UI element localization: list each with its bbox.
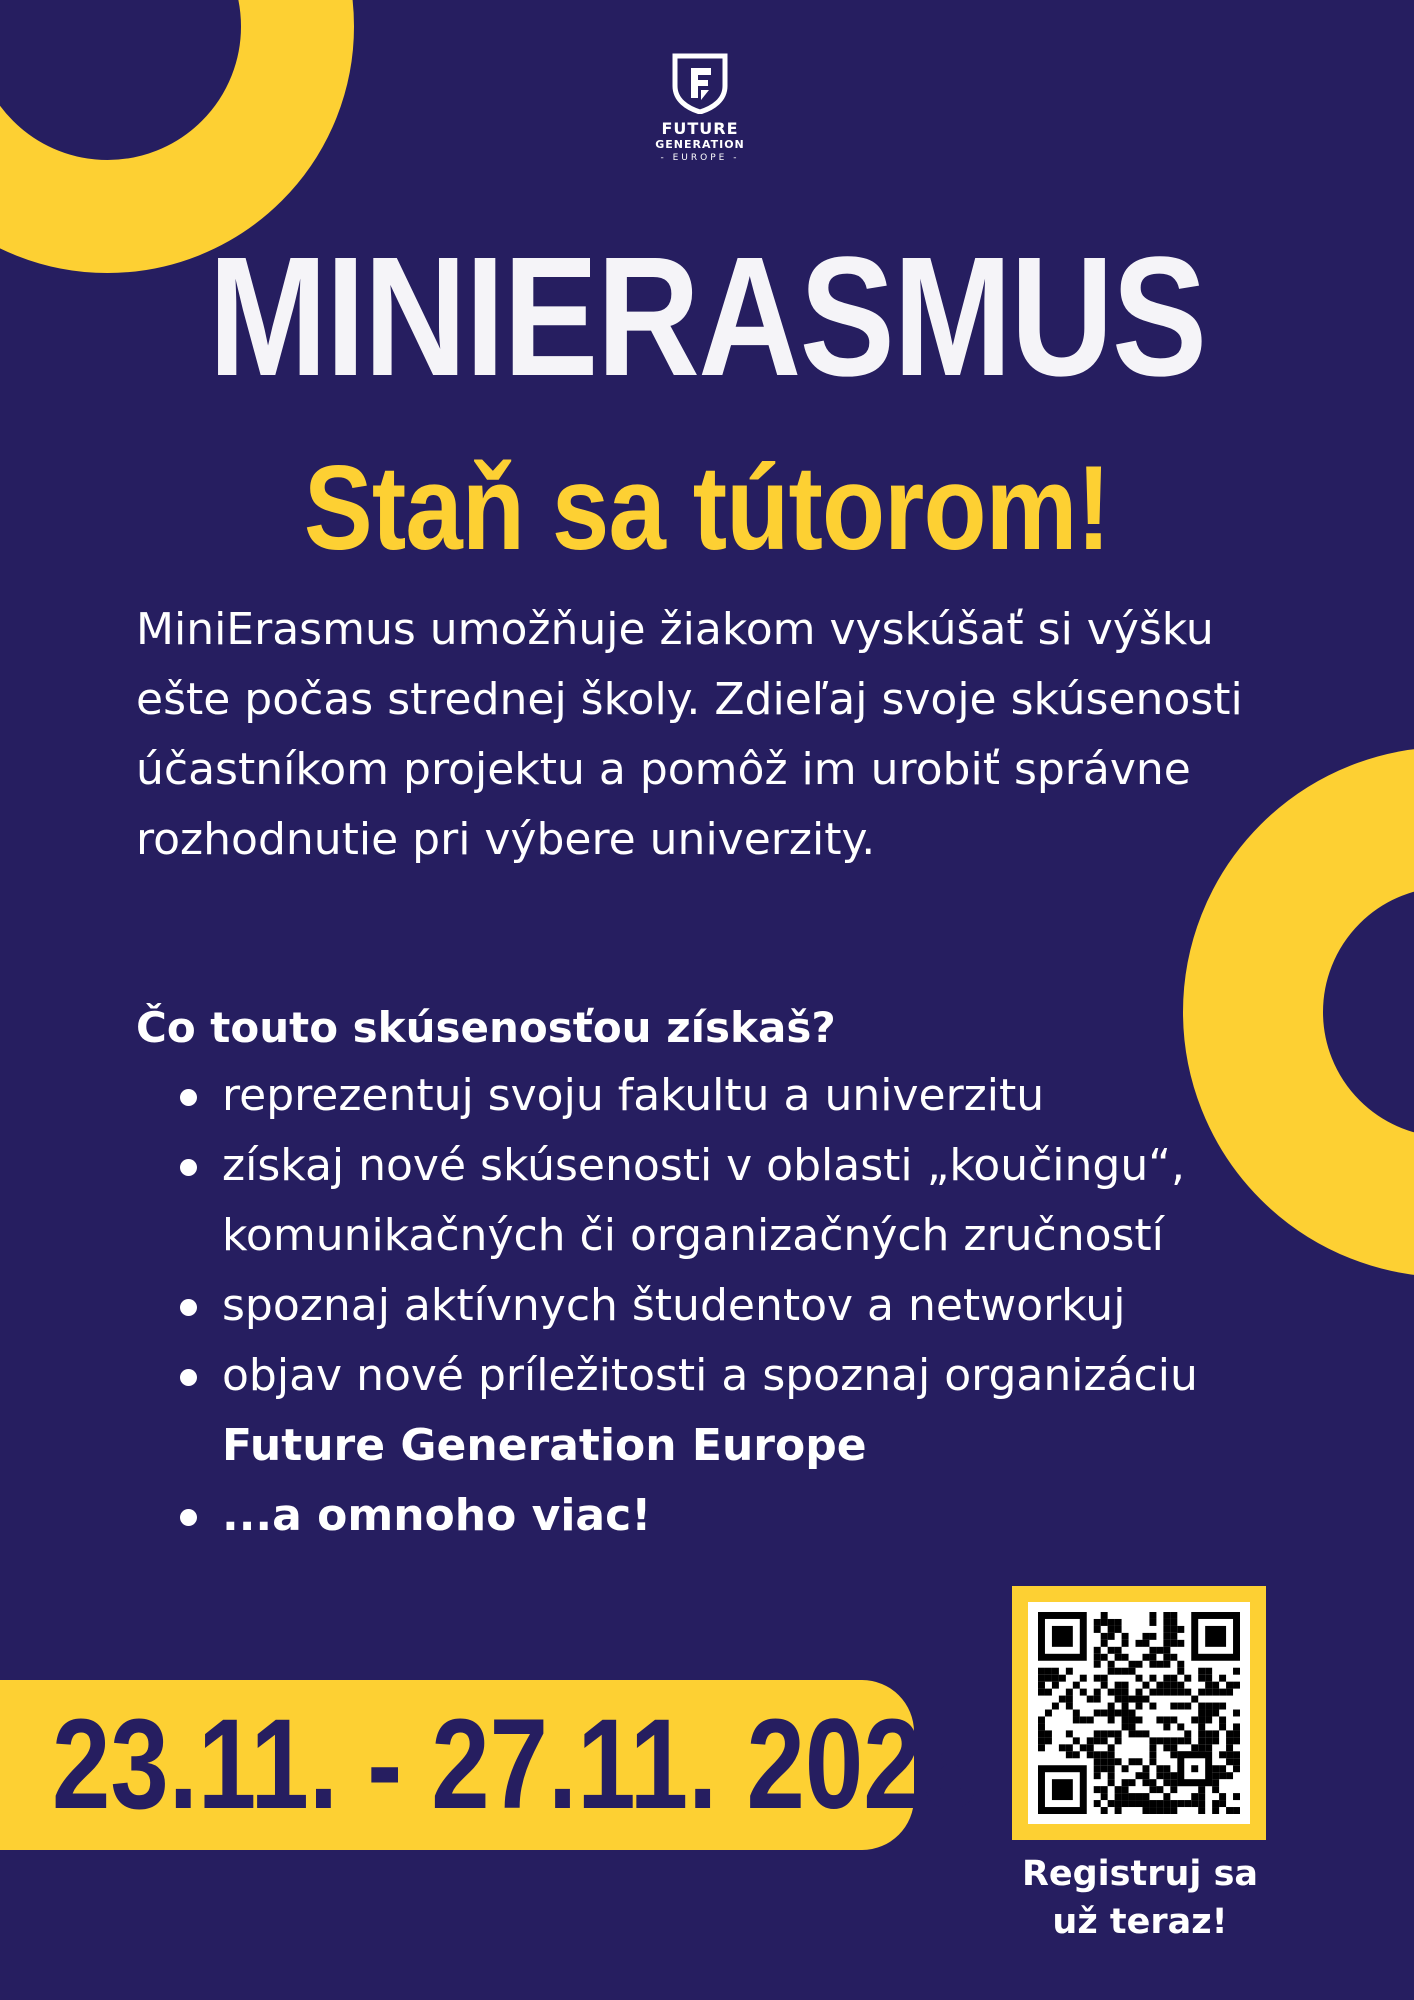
- cta-line-1: Registruj sa: [1021, 1854, 1259, 1894]
- benefit-text: reprezentuj svoju fakultu a univerzitu: [222, 1070, 1045, 1121]
- cta-line-2: už teraz!: [1052, 1902, 1228, 1942]
- logo-text-generation: GENERATION: [655, 138, 745, 151]
- page-subtitle: Staň sa tútorom!: [303, 441, 1111, 575]
- list-item: [136, 1271, 1276, 1341]
- benefit-text: ...a omnoho viac!: [222, 1490, 652, 1541]
- qr-code-icon[interactable]: [1038, 1612, 1240, 1814]
- qr-code[interactable]: [1028, 1602, 1250, 1824]
- register-call-to-action: [1000, 1850, 1280, 1946]
- intro-paragraph: MiniErasmus umožňuje žiakom vyskúšať si výšku ešte počas strednej školy. Zdieľaj svoje skúsenosti účastníkom projektu a pomôž im urobiť správne rozhodnutie pri výbere univerzity.: [136, 604, 1243, 865]
- logo: [620, 52, 780, 164]
- page-title: MINIERASMUS: [208, 222, 1206, 412]
- benefits-list: [136, 1061, 1276, 1551]
- list-item: [136, 1131, 1276, 1271]
- event-date: 23.11. - 27.11. 2025: [52, 1693, 980, 1836]
- logo-text-europe: - EUROPE -: [660, 153, 740, 163]
- qr-code-frame[interactable]: [1012, 1586, 1266, 1840]
- benefit-text: objav nové príležitosti a spoznaj organizáciu: [222, 1350, 1198, 1401]
- list-item: [136, 1481, 1276, 1551]
- list-item: [136, 1061, 1276, 1131]
- benefit-text: získaj nové skúsenosti v oblasti „koučingu“, komunikačných či organizačných zručností: [222, 1140, 1186, 1261]
- benefit-text: spoznaj aktívnych študentov a networkuj: [222, 1280, 1126, 1331]
- organization-name: Future Generation Europe: [222, 1420, 867, 1471]
- logo-text-future: FUTURE: [661, 119, 739, 138]
- benefits-heading: Čo touto skúsenosťou získaš?: [136, 1003, 836, 1052]
- shield-f-icon: [671, 52, 729, 114]
- list-item: [136, 1341, 1276, 1481]
